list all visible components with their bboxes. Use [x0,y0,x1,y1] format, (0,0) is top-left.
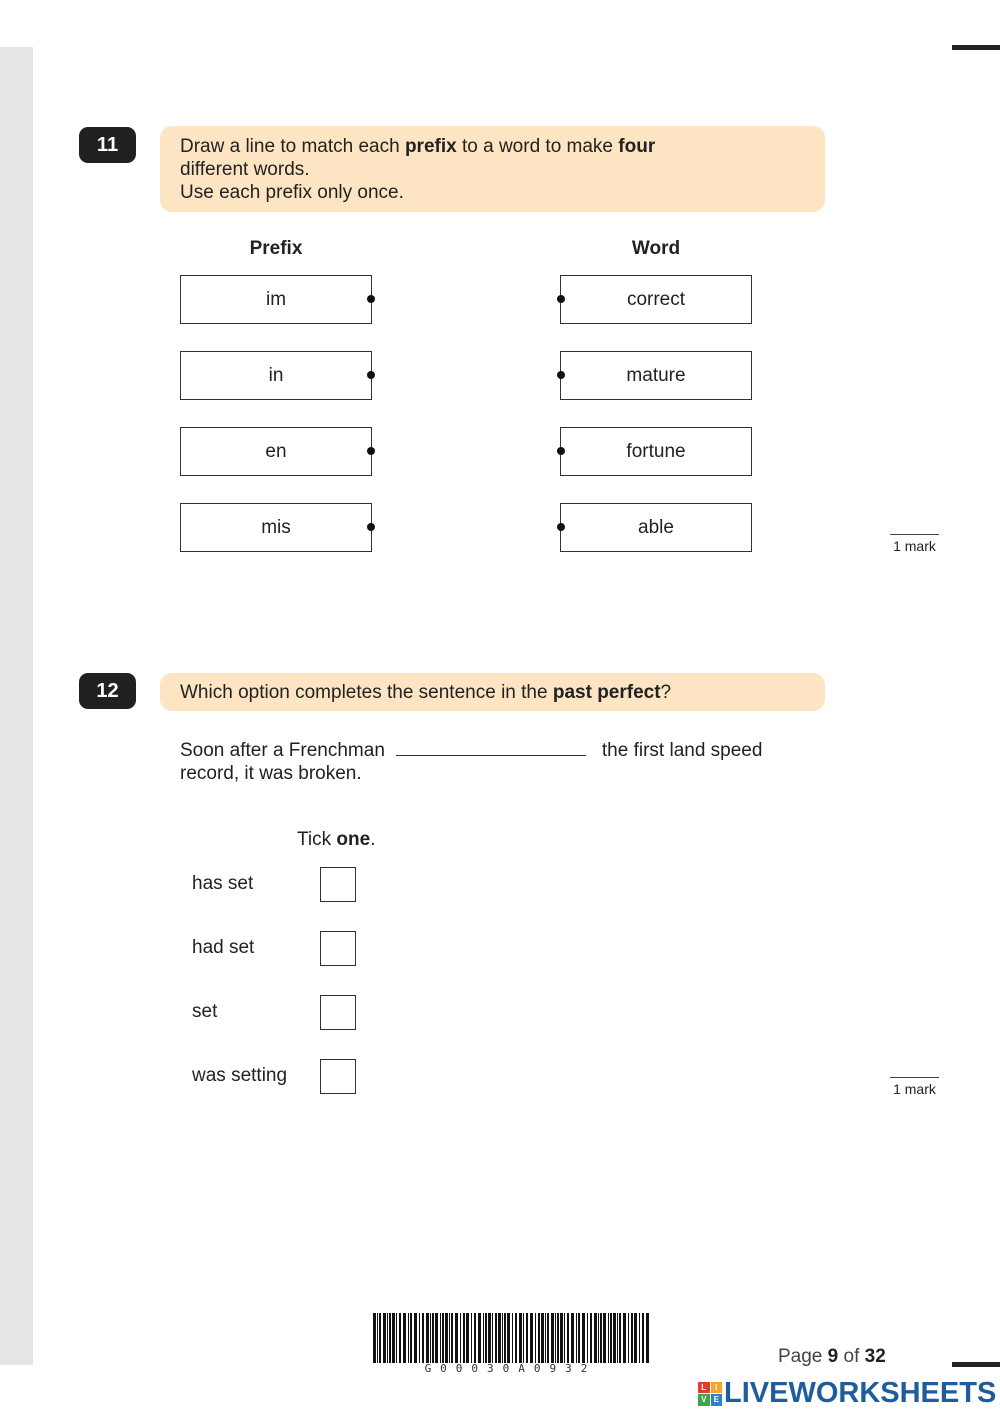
question-11-number: 11 [79,127,136,163]
top-corner-mark [952,45,1000,50]
barcode-number: G00030A0932 [424,1362,597,1375]
barcode-icon [372,1313,649,1365]
sentence-blank [396,739,586,756]
word-box-fortune[interactable]: fortune [560,427,752,476]
question-11-mark: 1 mark [890,534,939,554]
tickbox-had-set[interactable] [320,931,356,966]
word-fortune-connector-dot[interactable] [557,447,565,455]
prefix-box-en[interactable]: en [180,427,372,476]
question-11-instruction: Draw a line to match each prefix to a word to make four different words. Use each prefix only once. [160,126,825,212]
logo-tile-v: V [698,1394,710,1406]
bottom-corner-mark [952,1362,1000,1367]
tickbox-set[interactable] [320,995,356,1030]
option-label-set: set [192,1001,218,1022]
question-12-mark: 1 mark [890,1077,939,1097]
question-12-instruction: Which option completes the sentence in the past perfect? [160,673,825,711]
question-12-sentence: Soon after a Frenchman the first land speed record, it was broken. [180,740,763,784]
prefix-en-connector-dot[interactable] [367,447,375,455]
liveworksheets-logo-icon [698,1382,722,1406]
prefix-box-mis[interactable]: mis [180,503,372,552]
word-box-able[interactable]: able [560,503,752,552]
question-12-number: 12 [79,673,136,709]
word-heading: Word [631,238,681,259]
prefix-box-in[interactable]: in [180,351,372,400]
liveworksheets-text: LIVEWORKSHEETS [724,1377,997,1409]
option-label-has-set: has set [192,873,254,894]
logo-tile-e: E [711,1394,723,1406]
word-box-mature[interactable]: mature [560,351,752,400]
tickbox-has-set[interactable] [320,867,356,902]
option-label-was-setting: was setting [192,1065,288,1086]
prefix-box-im[interactable]: im [180,275,372,324]
page-margin-strip [0,47,33,1365]
logo-tile-i: I [711,1382,723,1394]
prefix-mis-connector-dot[interactable] [367,523,375,531]
word-able-connector-dot[interactable] [557,523,565,531]
option-label-had-set: had set [192,937,255,958]
page-number: Page 9 of 32 [778,1346,886,1367]
prefix-im-connector-dot[interactable] [367,295,375,303]
word-correct-connector-dot[interactable] [557,295,565,303]
tickbox-was-setting[interactable] [320,1059,356,1094]
prefix-in-connector-dot[interactable] [367,371,375,379]
word-box-correct[interactable]: correct [560,275,752,324]
word-mature-connector-dot[interactable] [557,371,565,379]
liveworksheets-brand[interactable] [698,1377,996,1410]
prefix-heading: Prefix [249,238,303,259]
tick-instruction: Tick one. [297,829,376,850]
logo-tile-l: L [698,1382,710,1394]
